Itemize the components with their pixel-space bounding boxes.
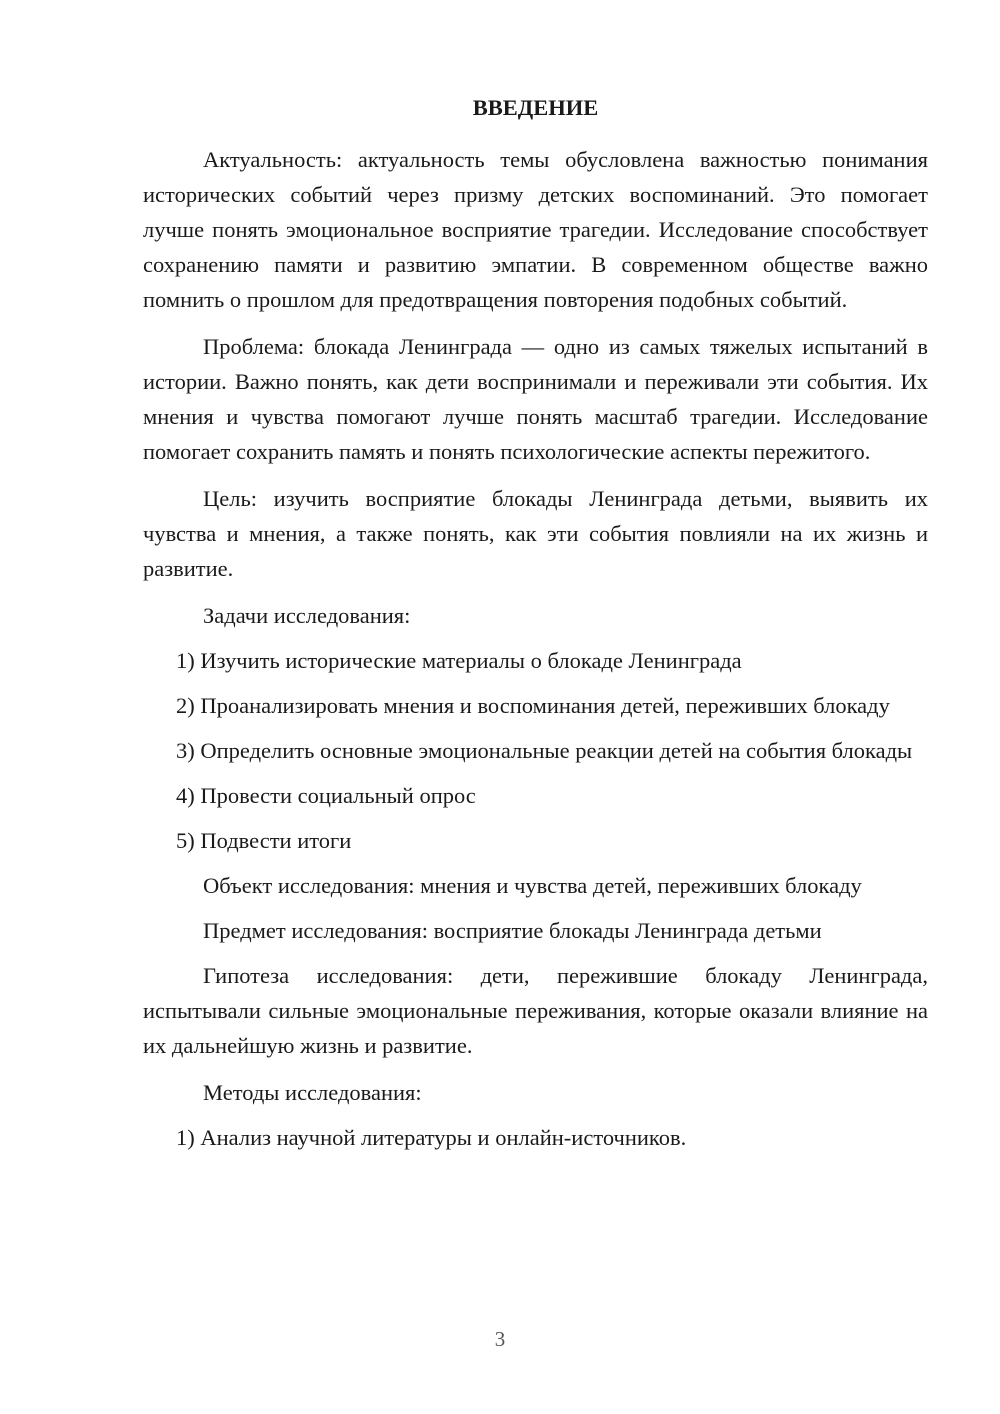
task-item-5: 5) Подвести итоги <box>176 828 352 853</box>
document-page <box>143 90 928 1165</box>
task-item-4: 4) Провести социальный опрос <box>176 783 476 808</box>
task-item-1: 1) Изучить исторические материалы о блокаде Ленинграда <box>176 648 742 673</box>
methods-heading: Методы исследования: <box>203 1080 422 1105</box>
research-subject: Предмет исследования: восприятие блокады Ленинграда детьми <box>203 918 822 943</box>
relevance-paragraph: Актуальность: актуальность темы обусловлена важностью понимания исторических событий через призму детских воспоминаний. Это помогает лучше понять эмоциональное восприятие трагедии. Исследование способствует сохранению памяти и развитию эмпатии. В современном обществе важно помнить о прошлом для предотвращения повторения подобных событий. <box>143 147 928 312</box>
hypothesis-paragraph: Гипотеза исследования: дети, пережившие блокаду Ленинграда, испытывали сильные эмоциональные переживания, которые оказали влияние на их дальнейшую жизнь и развитие. <box>143 963 928 1058</box>
goal-paragraph: Цель: изучить восприятие блокады Ленинграда детьми, выявить их чувства и мнения, а также понять, как эти события повлияли на их жизнь и развитие. <box>143 486 928 581</box>
task-item-2: 2) Проанализировать мнения и воспоминания детей, переживших блокаду <box>176 693 890 718</box>
page-number: 3 <box>494 1327 506 1351</box>
method-item-1: 1) Анализ научной литературы и онлайн-источников. <box>176 1125 687 1150</box>
problem-paragraph: Проблема: блокада Ленинграда — одно из самых тяжелых испытаний в истории. Важно понять, как дети воспринимали и переживали эти события. Их мнения и чувства помогают лучше понять масштаб трагедии. Исследование помогает сохранить память и понять психологические аспекты пережитого. <box>143 334 928 464</box>
research-object: Объект исследования: мнения и чувства детей, переживших блокаду <box>203 873 862 898</box>
section-title: ВВЕДЕНИЕ <box>472 95 599 120</box>
task-item-3: 3) Определить основные эмоциональные реакции детей на события блокады <box>176 738 913 763</box>
tasks-heading: Задачи исследования: <box>203 603 411 628</box>
